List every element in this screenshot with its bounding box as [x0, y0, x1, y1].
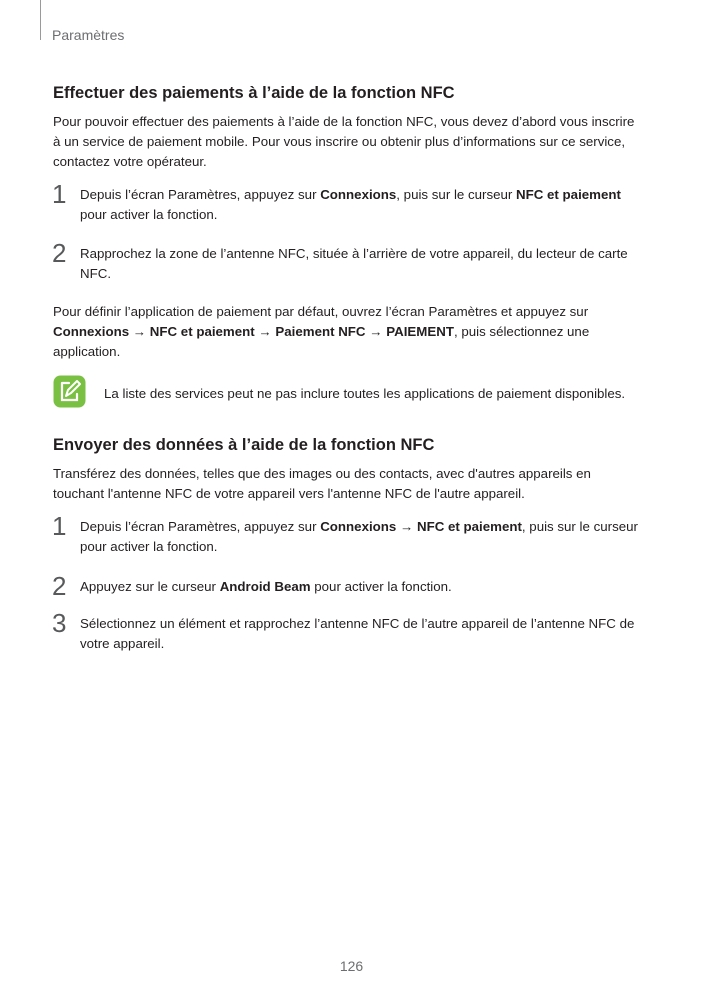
para-bold: PAIEMENT — [386, 324, 454, 339]
step-text: Depuis l’écran Paramètres, appuyez sur — [80, 519, 321, 534]
step-text: Sélectionnez un élément et rapprochez l’antenne NFC de l’autre appareil de l’antenne NFC de votre appareil. — [80, 616, 635, 651]
step-text: Appuyez sur le curseur — [80, 579, 220, 594]
section2-step-3 — [52, 608, 643, 654]
section-label: Paramètres — [52, 27, 125, 43]
section1-intro: Pour pouvoir effectuer des paiements à l’aide de la fonction NFC, vous devez d’abord vous inscrire à un service de paiement mobile. Pour vous inscrire ou obtenir plus d’informations sur ce service, contactez votre opérateur. — [53, 114, 635, 169]
step-number: 2 — [52, 571, 67, 601]
arrow: → — [129, 324, 150, 339]
section1-step-1 — [52, 179, 643, 225]
para-bold: Connexions — [53, 324, 130, 339]
page-content — [53, 84, 643, 654]
step-text: pour activer la fonction. — [80, 207, 218, 222]
para-bold: NFC et paiement — [149, 324, 255, 339]
arrow: → — [365, 324, 387, 339]
section1-title: Effectuer des paiements à l’aide de la fonction NFC — [53, 84, 455, 102]
step-number: 1 — [52, 511, 67, 541]
header-rule — [40, 0, 41, 40]
para-text: , puis sélectionnez une application. — [53, 324, 590, 359]
step-text: Depuis l’écran Paramètres, appuyez sur — [80, 187, 321, 202]
step-bold: NFC et paiement — [416, 519, 522, 534]
note-text: La liste des services peut ne pas inclure toutes les applications de paiement disponibles. — [104, 386, 626, 401]
step-bold: Connexions — [320, 187, 397, 202]
section2-step-1 — [52, 511, 643, 557]
page-number: 126 — [339, 958, 364, 974]
step-bold: NFC et paiement — [516, 187, 621, 202]
section1-step-2 — [52, 238, 643, 284]
default-app-paragraph — [53, 302, 643, 362]
section2-intro: Transférez des données, telles que des images ou des contacts, avec d'autres appareils en touchant l'antenne NFC de votre appareil vers l'antenne NFC de l'autre appareil. — [53, 466, 591, 501]
step-number: 1 — [52, 179, 67, 209]
note-box — [53, 375, 643, 415]
step-text: , puis sur le curseur pour activer la fonction. — [80, 519, 638, 554]
arrow: → — [254, 324, 276, 339]
section2-title: Envoyer des données à l’aide de la fonction NFC — [53, 436, 435, 454]
para-bold: Paiement NFC — [275, 324, 366, 339]
step-bold: Android Beam — [219, 579, 311, 594]
step-text: , puis sur le curseur — [396, 187, 517, 202]
step-number: 3 — [52, 608, 67, 638]
note-pencil-icon — [53, 375, 86, 408]
section2-step-2 — [52, 571, 643, 601]
step-number: 2 — [52, 238, 67, 268]
step-text: pour activer la fonction. — [310, 579, 452, 594]
step-text: Rapprochez la zone de l’antenne NFC, située à l’arrière de votre appareil, du lecteur de carte NFC. — [80, 246, 628, 281]
step-bold: Connexions — [320, 519, 397, 534]
arrow: → — [396, 519, 417, 534]
para-text: Pour définir l’application de paiement par défaut, ouvrez l’écran Paramètres et appuyez sur — [53, 304, 589, 319]
